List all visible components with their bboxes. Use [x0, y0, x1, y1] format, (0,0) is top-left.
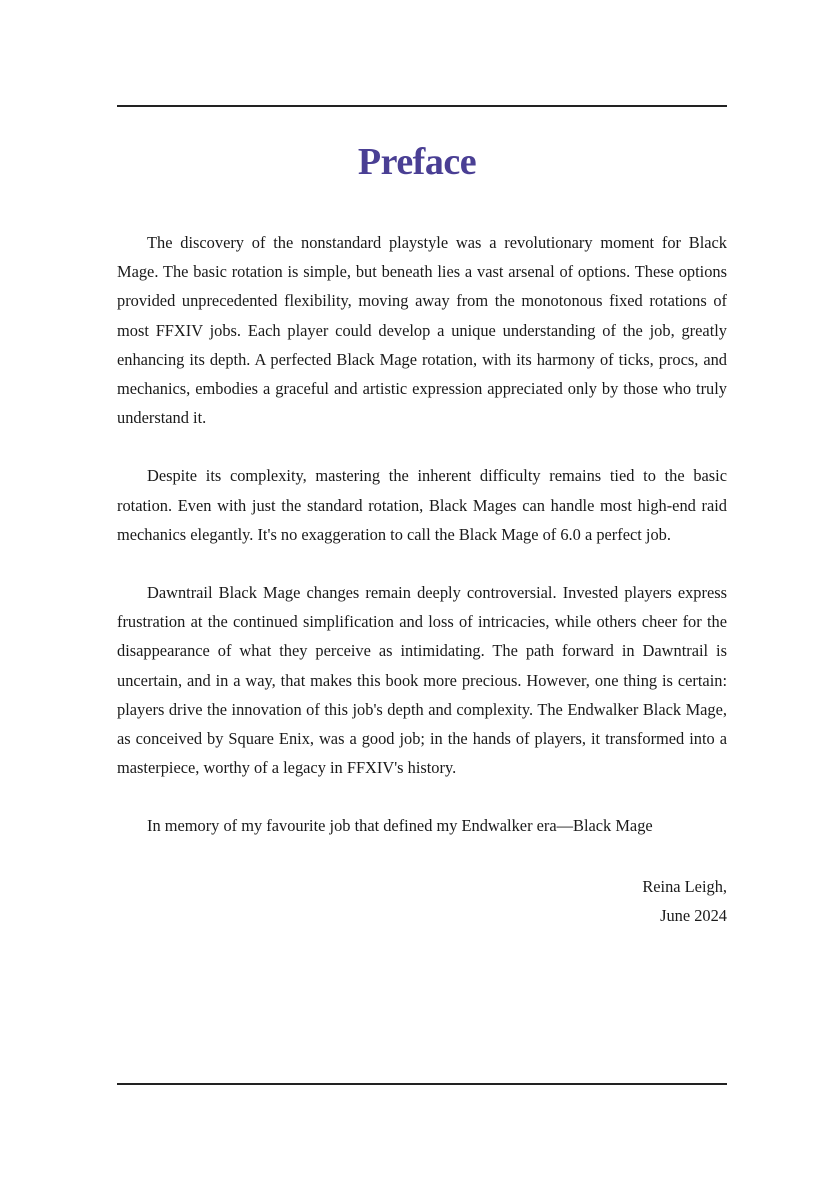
signature: [117, 872, 727, 930]
preface-body: [117, 228, 727, 930]
bottom-rule: [117, 1083, 727, 1085]
dedication: In memory of my favourite job that defined my Endwalker era—Black Mage: [147, 816, 653, 836]
paragraph-3: Dawntrail Black Mage changes remain deeply controversial. Invested players express frustration at the continued simplification and loss of intricacies, while others cheer for the disappearance of what they perceive as intimidating. The path forward in Dawntrail is uncertain, and in a way, that makes this book more precious. However, one thing is certain: players drive the innovation of this job's depth and complexity. The Endwalker Black Mage, as conceived by Square Enix, was a good job; in the hands of players, it transformed into a masterpiece, worthy of a legacy in FFXIV's history.: [117, 583, 727, 778]
author-name: Reina Leigh,: [642, 876, 727, 896]
paragraph-2: Despite its complexity, mastering the inherent difficulty remains tied to the basic rotation. Even with just the standard rotation, Black Mages can handle most high-end raid mechanics elegantly. It's no exaggeration to call the Black Mage of 6.0 a perfect job.: [117, 466, 727, 544]
page-title: Preface: [357, 141, 477, 183]
top-rule: [117, 105, 727, 107]
signature-date: June 2024: [660, 905, 727, 925]
paragraph-1: The discovery of the nonstandard playstyle was a revolutionary moment for Black Mage. The basic rotation is simple, but beneath lies a vast arsenal of options. These options provided unprecedented flexibility, moving away from the monotonous fixed rotations of most FFXIV jobs. Each player could develop a unique understanding of the job, greatly enhancing its depth. A perfected Black Mage rotation, with its harmony of ticks, procs, and mechanics, embodies a graceful and artistic expression appreciated only by those who truly understand it.: [117, 233, 727, 428]
